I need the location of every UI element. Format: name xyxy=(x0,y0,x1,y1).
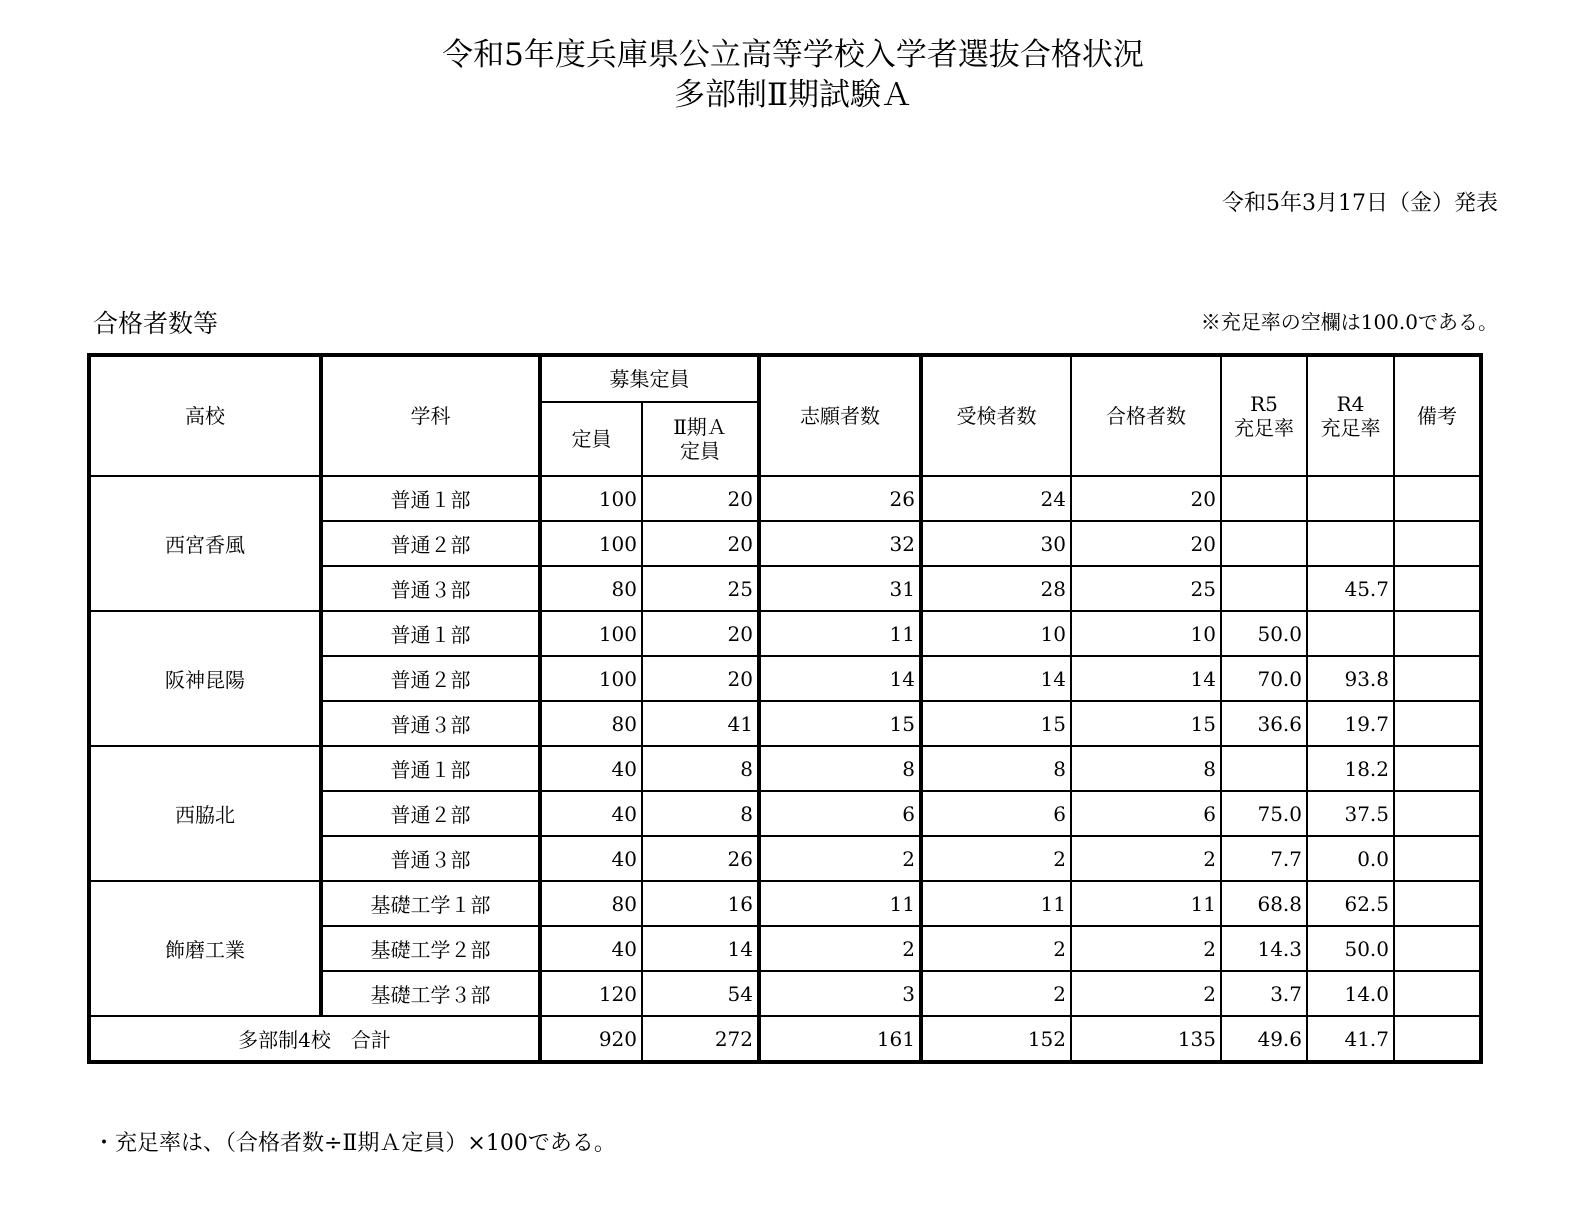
r5-cell: 70.0 xyxy=(1221,656,1307,701)
applicants-cell: 26 xyxy=(759,476,921,521)
school-name-cell: 西脇北 xyxy=(89,746,321,881)
remarks-cell xyxy=(1394,476,1481,521)
r4-cell: 62.5 xyxy=(1307,881,1394,926)
r5-cell: 68.8 xyxy=(1221,881,1307,926)
school-name-cell: 飾磨工業 xyxy=(89,881,321,1016)
dept-cell: 普通１部 xyxy=(321,476,540,521)
total-r5-cell: 49.6 xyxy=(1221,1016,1307,1062)
header-phase2a-line2: 定員 xyxy=(680,439,720,463)
header-phase2a-line1: Ⅱ期Ａ xyxy=(673,415,727,439)
examinees-cell: 8 xyxy=(921,746,1071,791)
phase2a-cell: 54 xyxy=(642,971,759,1016)
header-school: 高校 xyxy=(89,355,321,476)
applicants-cell: 2 xyxy=(759,926,921,971)
header-r4-line1: R4 xyxy=(1336,392,1365,416)
examinees-cell: 28 xyxy=(921,566,1071,611)
header-remarks: 備考 xyxy=(1394,355,1481,476)
total-phase2a-cell: 272 xyxy=(642,1016,759,1062)
r5-cell: 36.6 xyxy=(1221,701,1307,746)
r4-cell: 45.7 xyxy=(1307,566,1394,611)
table-row xyxy=(89,746,1481,791)
r5-cell xyxy=(1221,746,1307,791)
phase2a-cell: 8 xyxy=(642,791,759,836)
total-row xyxy=(89,1016,1481,1062)
passed-cell: 14 xyxy=(1071,656,1221,701)
dept-cell: 基礎工学１部 xyxy=(321,881,540,926)
r5-cell: 50.0 xyxy=(1221,611,1307,656)
total-label-cell: 多部制4校 合計 xyxy=(89,1016,540,1062)
r5-cell xyxy=(1221,566,1307,611)
school-name-cell: 西宮香風 xyxy=(89,476,321,611)
r4-cell: 0.0 xyxy=(1307,836,1394,881)
examinees-cell: 14 xyxy=(921,656,1071,701)
results-table xyxy=(87,353,1483,1064)
table-row xyxy=(89,476,1481,521)
dept-cell: 普通２部 xyxy=(321,791,540,836)
capacity-cell: 120 xyxy=(540,971,642,1016)
section-title: 合格者数等 xyxy=(93,309,219,338)
applicants-cell: 6 xyxy=(759,791,921,836)
remarks-cell xyxy=(1394,836,1481,881)
dept-cell: 普通１部 xyxy=(321,611,540,656)
total-r4-cell: 41.7 xyxy=(1307,1016,1394,1062)
remarks-cell xyxy=(1394,926,1481,971)
remarks-cell xyxy=(1394,971,1481,1016)
applicants-cell: 11 xyxy=(759,611,921,656)
phase2a-cell: 20 xyxy=(642,521,759,566)
dept-cell: 普通３部 xyxy=(321,836,540,881)
page-title: 令和5年度兵庫県公立高等学校入学者選抜合格状況 xyxy=(442,37,1144,73)
passed-cell: 11 xyxy=(1071,881,1221,926)
header-phase2a xyxy=(642,402,759,476)
examinees-cell: 24 xyxy=(921,476,1071,521)
remarks-cell xyxy=(1394,521,1481,566)
capacity-cell: 100 xyxy=(540,656,642,701)
phase2a-cell: 25 xyxy=(642,566,759,611)
capacity-cell: 40 xyxy=(540,836,642,881)
capacity-cell: 100 xyxy=(540,521,642,566)
r4-cell: 93.8 xyxy=(1307,656,1394,701)
results-body xyxy=(89,476,1481,1062)
r5-cell: 7.7 xyxy=(1221,836,1307,881)
r5-cell: 3.7 xyxy=(1221,971,1307,1016)
passed-cell: 20 xyxy=(1071,476,1221,521)
applicants-cell: 2 xyxy=(759,836,921,881)
r4-cell: 50.0 xyxy=(1307,926,1394,971)
passed-cell: 15 xyxy=(1071,701,1221,746)
r4-cell: 19.7 xyxy=(1307,701,1394,746)
dept-cell: 普通３部 xyxy=(321,701,540,746)
phase2a-cell: 26 xyxy=(642,836,759,881)
r5-cell xyxy=(1221,521,1307,566)
capacity-cell: 80 xyxy=(540,566,642,611)
header-capacity: 定員 xyxy=(540,402,642,476)
page-subtitle: 多部制Ⅱ期試験Ａ xyxy=(673,77,913,113)
applicants-cell: 31 xyxy=(759,566,921,611)
remarks-cell xyxy=(1394,881,1481,926)
remarks-cell xyxy=(1394,791,1481,836)
total-capacity-cell: 920 xyxy=(540,1016,642,1062)
blank-rate-note: ※充足率の空欄は100.0である。 xyxy=(1200,310,1498,334)
r4-cell xyxy=(1307,476,1394,521)
phase2a-cell: 20 xyxy=(642,476,759,521)
total-examinees-cell: 152 xyxy=(921,1016,1071,1062)
phase2a-cell: 14 xyxy=(642,926,759,971)
passed-cell: 25 xyxy=(1071,566,1221,611)
header-r4-line2: 充足率 xyxy=(1320,416,1381,440)
header-applicants: 志願者数 xyxy=(759,355,921,476)
phase2a-cell: 20 xyxy=(642,611,759,656)
header-r5-line2: 充足率 xyxy=(1234,416,1294,440)
header-r5-rate xyxy=(1221,355,1307,476)
dept-cell: 普通１部 xyxy=(321,746,540,791)
capacity-cell: 80 xyxy=(540,701,642,746)
capacity-cell: 40 xyxy=(540,746,642,791)
announcement-date: 令和5年3月17日（金）発表 xyxy=(1222,191,1498,216)
passed-cell: 20 xyxy=(1071,521,1221,566)
passed-cell: 6 xyxy=(1071,791,1221,836)
footnote: ・充足率は、（合格者数÷Ⅱ期Ａ定員）×100である。 xyxy=(93,1131,616,1156)
r4-cell xyxy=(1307,611,1394,656)
passed-cell: 2 xyxy=(1071,971,1221,1016)
phase2a-cell: 41 xyxy=(642,701,759,746)
examinees-cell: 2 xyxy=(921,926,1071,971)
remarks-cell xyxy=(1394,611,1481,656)
applicants-cell: 32 xyxy=(759,521,921,566)
table-row xyxy=(89,611,1481,656)
header-r5-line1: R5 xyxy=(1250,392,1278,416)
total-applicants-cell: 161 xyxy=(759,1016,921,1062)
capacity-cell: 40 xyxy=(540,926,642,971)
capacity-cell: 40 xyxy=(540,791,642,836)
r4-cell xyxy=(1307,521,1394,566)
header-examinees: 受検者数 xyxy=(921,355,1071,476)
passed-cell: 8 xyxy=(1071,746,1221,791)
passed-cell: 2 xyxy=(1071,836,1221,881)
phase2a-cell: 8 xyxy=(642,746,759,791)
examinees-cell: 6 xyxy=(921,791,1071,836)
r5-cell xyxy=(1221,476,1307,521)
dept-cell: 普通２部 xyxy=(321,521,540,566)
phase2a-cell: 16 xyxy=(642,881,759,926)
header-passed: 合格者数 xyxy=(1071,355,1221,476)
examinees-cell: 2 xyxy=(921,971,1071,1016)
r5-cell: 14.3 xyxy=(1221,926,1307,971)
capacity-cell: 80 xyxy=(540,881,642,926)
r4-cell: 14.0 xyxy=(1307,971,1394,1016)
applicants-cell: 3 xyxy=(759,971,921,1016)
total-remarks-cell xyxy=(1394,1016,1481,1062)
passed-cell: 2 xyxy=(1071,926,1221,971)
dept-cell: 基礎工学２部 xyxy=(321,926,540,971)
examinees-cell: 2 xyxy=(921,836,1071,881)
applicants-cell: 15 xyxy=(759,701,921,746)
remarks-cell xyxy=(1394,701,1481,746)
examinees-cell: 30 xyxy=(921,521,1071,566)
capacity-cell: 100 xyxy=(540,611,642,656)
remarks-cell xyxy=(1394,746,1481,791)
dept-cell: 普通２部 xyxy=(321,656,540,701)
header-dept: 学科 xyxy=(321,355,540,476)
dept-cell: 基礎工学３部 xyxy=(321,971,540,1016)
header-r4-rate xyxy=(1307,355,1394,476)
school-name-cell: 阪神昆陽 xyxy=(89,611,321,746)
examinees-cell: 11 xyxy=(921,881,1071,926)
total-passed-cell: 135 xyxy=(1071,1016,1221,1062)
remarks-cell xyxy=(1394,656,1481,701)
applicants-cell: 11 xyxy=(759,881,921,926)
applicants-cell: 14 xyxy=(759,656,921,701)
examinees-cell: 15 xyxy=(921,701,1071,746)
phase2a-cell: 20 xyxy=(642,656,759,701)
r4-cell: 18.2 xyxy=(1307,746,1394,791)
examinees-cell: 10 xyxy=(921,611,1071,656)
passed-cell: 10 xyxy=(1071,611,1221,656)
r5-cell: 75.0 xyxy=(1221,791,1307,836)
r4-cell: 37.5 xyxy=(1307,791,1394,836)
header-recruit: 募集定員 xyxy=(540,355,759,402)
capacity-cell: 100 xyxy=(540,476,642,521)
table-row xyxy=(89,881,1481,926)
dept-cell: 普通３部 xyxy=(321,566,540,611)
applicants-cell: 8 xyxy=(759,746,921,791)
remarks-cell xyxy=(1394,566,1481,611)
